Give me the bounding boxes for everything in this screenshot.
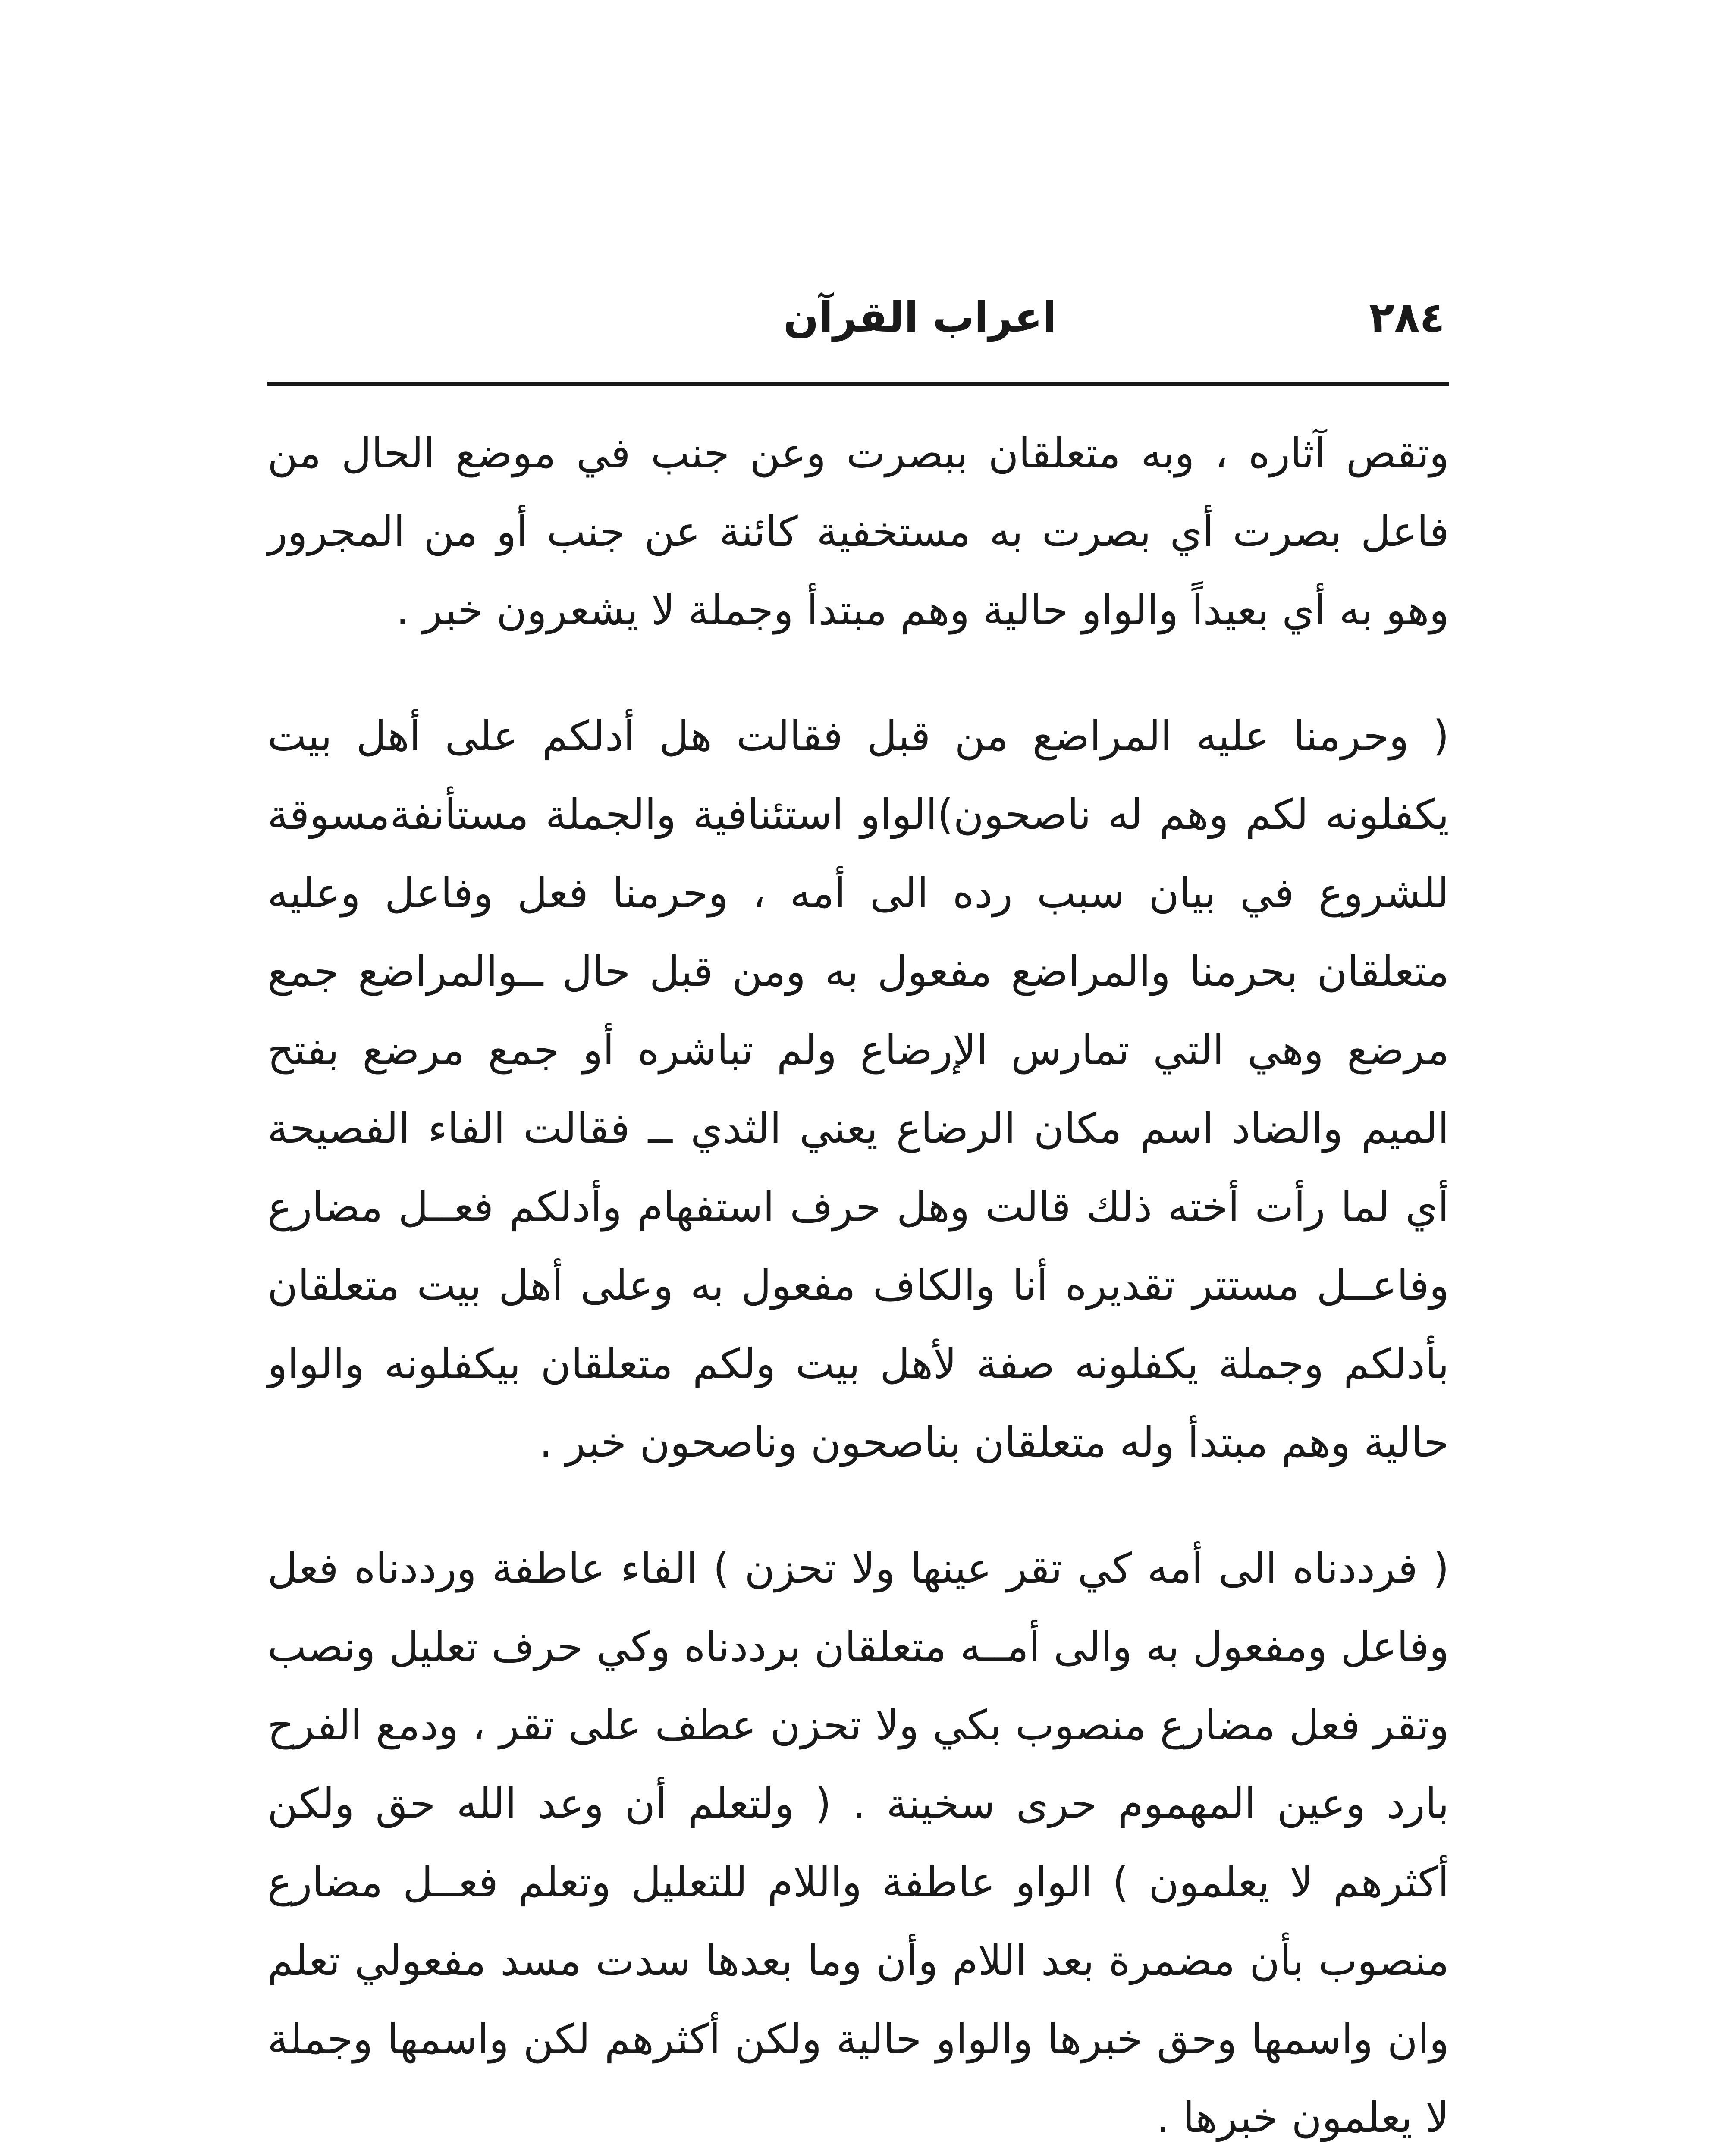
header-divider <box>267 382 1449 386</box>
page-number: ٢٨٤ <box>1369 293 1445 342</box>
paragraph-1: وتقص آثاره ، وبه متعلقان ببصرت وعن جنب في موضع الحال من فاعل بصرت أي بصرت به مستخفية كائنة عن جنب أو من المجرور وهو به أي بعيداً والواو حالية وهم مبتدأ وجملة لا يشعرون خبر . <box>267 429 1449 634</box>
paragraph-3: ( فرددناه الى أمه كي تقر عينها ولا تحزن ) الفاء عاطفة ورددناه فعل وفاعل ومفعول به والى أمــه متعلقان برددناه وكي حرف تعليل ونصب وتقر فعل مضارع منصوب بكي ولا تحزن عطف على تقر ، ودمع الفرح بارد وعين المهموم حرى سخينة . ( ولتعلم أن وعد الله حق ولكن أكثرهم لا يعلمون ) الواو عاطفة واللام للتعليل وتعلم فعــل مضارع منصوب بأن مضمرة بعد اللام وأن وما بعدها سدت مسد مفعولي تعلم وان واسمها وحق خبرها والواو حالية ولكن أكثرهم لكن واسمها وجملة لا يعلمون خبرها . <box>267 1544 1449 2142</box>
page-body <box>267 414 1449 2156</box>
running-title: اعراب القرآن <box>783 293 1057 342</box>
page-header <box>276 276 1445 362</box>
paragraph-2: ( وحرمنا عليه المراضع من قبل فقالت هل أدلكم على أهل بيت يكفلونه لكم وهم له ناصحون)الواو استئنافية والجملة مستأنفةمسوقة للشروع في بيان سبب رده الى أمه ، وحرمنا فعل وفاعل وعليه متعلقان بحرمنا والمراضع مفعول به ومن قبل حال ــوالمراضع جمع مرضع وهي التي تمارس الإرضاع ولم تباشره أو جمع مرضع بفتح الميم والضاد اسم مكان الرضاع يعني الثدي ــ فقالت الفاء الفصيحة أي لما رأت أخته ذلك قالت وهل حرف استفهام وأدلكم فعــل مضارع وفاعــل مستتر تقديره أنا والكاف مفعول به وعلى أهل بيت متعلقان بأدلكم وجملة يكفلونه صفة لأهل بيت ولكم متعلقان بيكفلونه والواو حالية وهم مبتدأ وله متعلقان بناصحون وناصحون خبر . <box>267 712 1449 1467</box>
